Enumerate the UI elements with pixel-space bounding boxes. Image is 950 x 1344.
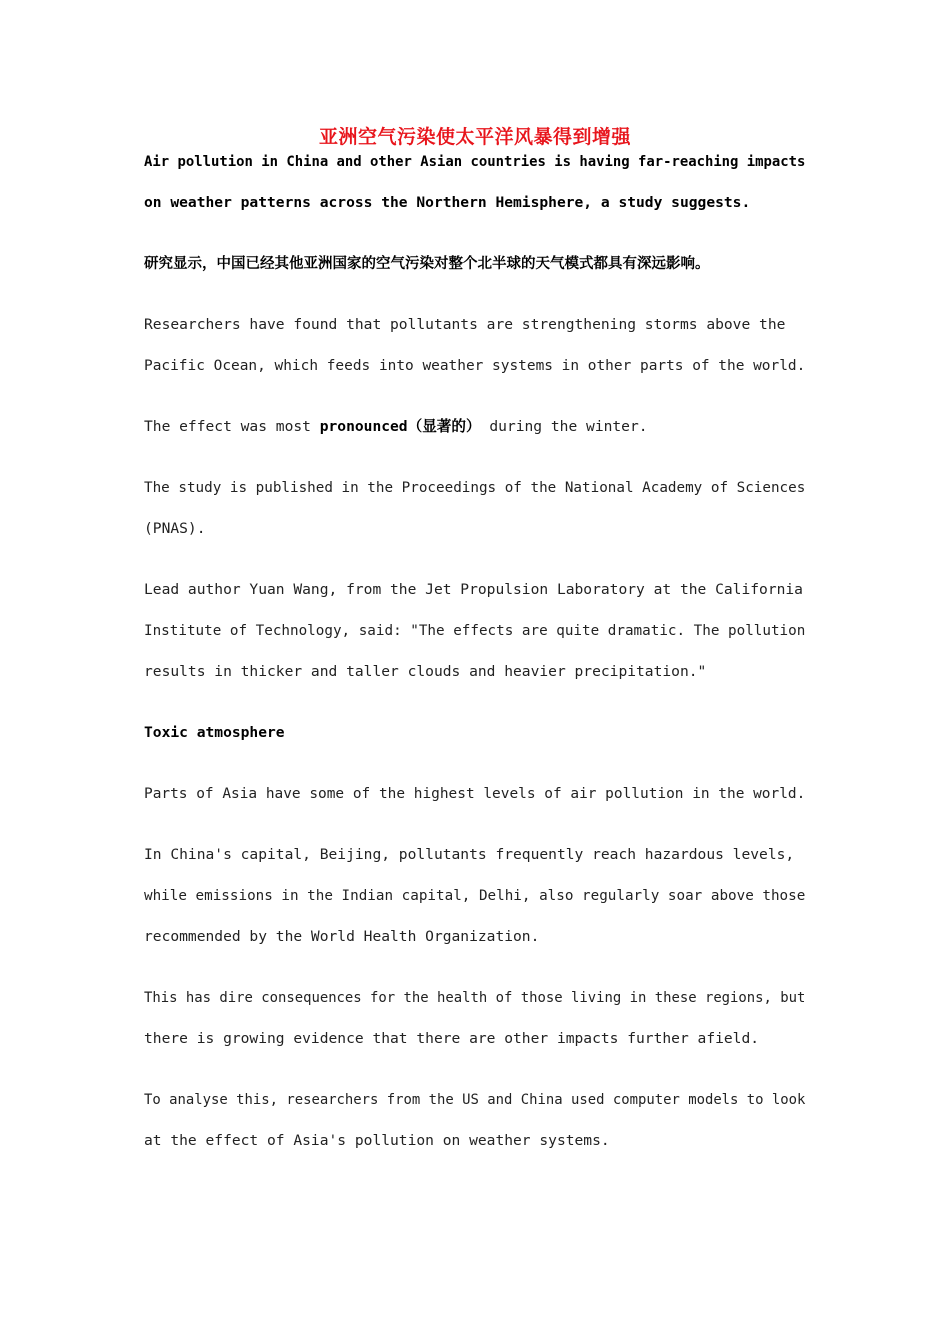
paragraph-line: there is growing evidence that there are other impacts further afield. [144,1030,760,1047]
paragraph-line: Researchers have found that pollutants are strengthening storms above the [144,316,786,333]
section-heading: Toxic atmosphere [144,724,285,741]
vocabulary-term: pronounced [319,418,408,435]
document-title: 亚洲空气污染使太平洋风暴得到增强 [318,126,631,148]
paragraph-line: This has dire consequences for the health of those living in these regions, but [144,990,806,1006]
paragraph-line: (PNAS). [144,520,206,537]
paragraph-line: results in thicker and taller clouds and heavier precipitation." [144,663,707,680]
paragraph-line: Parts of Asia have some of the highest levels of air pollution in the world. [144,786,806,802]
paragraph-line: In China's capital, Beijing, pollutants frequently reach hazardous levels, [144,846,795,863]
paragraph-line: Air pollution in China and other Asian countries is having far-reaching impacts [144,154,806,170]
paragraph-line: at the effect of Asia's pollution on weather systems. [144,1132,610,1149]
vocabulary-gloss: （显著的） [407,418,481,435]
effect-text-after: during the winter. [480,418,648,435]
effect-text-before: The effect was most [144,418,320,435]
paragraph-line: Lead author Yuan Wang, from the Jet Propulsion Laboratory at the California [144,581,803,598]
paragraph-line: Institute of Technology, said: "The effects are quite dramatic. The pollution [144,623,806,639]
paragraph-line: while emissions in the Indian capital, Delhi, also regularly soar above those [144,888,806,904]
paragraph-line: recommended by the World Health Organization. [144,928,540,945]
paragraph-line: Pacific Ocean, which feeds into weather systems in other parts of the world. [144,358,806,374]
paragraph-line: on weather patterns across the Northern Hemisphere, a study suggests. [144,194,751,211]
effect-line [144,417,648,437]
chinese-summary-line: 研究显示，中国已经其他亚洲国家的空气污染对整个北半球的天气模式都具有深远影响。 [144,256,710,272]
paragraph-line: To analyse this, researchers from the US and China used computer models to look [144,1092,806,1108]
paragraph-line: The study is published in the Proceedings of the National Academy of Sciences [144,480,806,496]
